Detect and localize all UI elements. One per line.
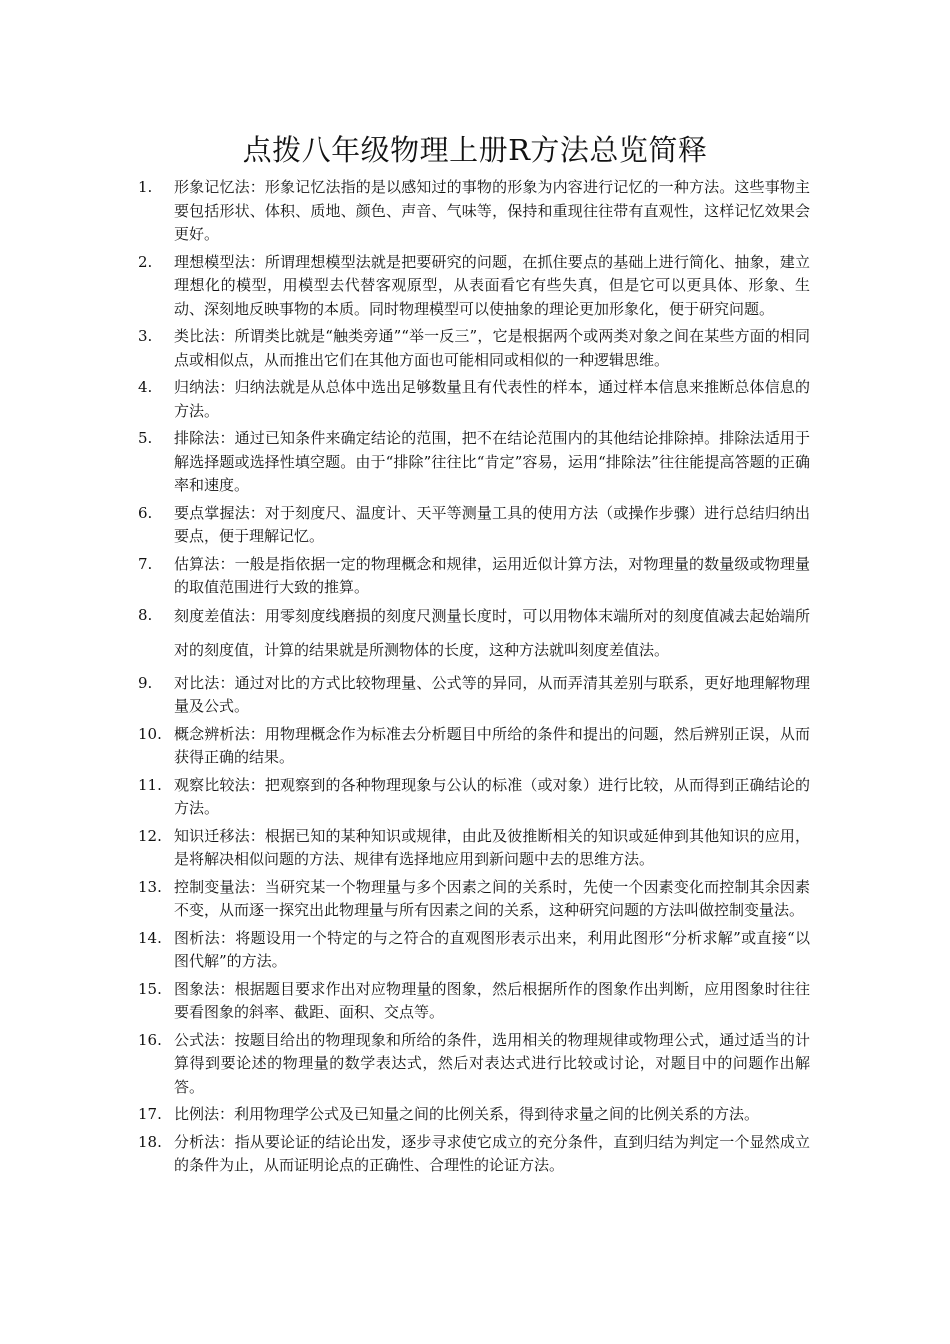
item-number: 14. <box>138 928 162 947</box>
item-text: 理想模型法：所谓理想模型法就是把要研究的问题，在抓住要点的基础上进行简化、抽象，建立理想化的模型，用模型去代替客观原型，从表面看它有些失真，但是它可以更具体、形象、生动、深刻地反映事物的本质。同时物理模型可以使抽象的理论更加形象化，便于研究问题。 <box>174 252 810 318</box>
item-number: 9. <box>138 673 153 692</box>
item-number: 10. <box>138 724 162 743</box>
list-item <box>138 502 810 549</box>
item-text: 控制变量法：当研究某一个物理量与多个因素之间的关系时，先使一个因素变化而控制其余因素不变，从而逐一探究出此物理量与所有因素之间的关系，这种研究问题的方法叫做控制变量法。 <box>174 877 810 919</box>
item-text: 形象记忆法：形象记忆法指的是以感知过的事物的形象为内容进行记忆的一种方法。这些事物主要包括形状、体积、质地、颜色、声音、气味等，保持和重现往往带有直观性，这样记忆效果会更好。 <box>174 178 810 243</box>
list-item <box>138 723 810 770</box>
item-number: 6. <box>138 503 153 522</box>
item-text: 类比法：所谓类比就是“触类旁通”“举一反三”，它是根据两个或两类对象之间在某些方面的相同点或相似点，从而推出它们在其他方面也可能相同或相似的一种逻辑思维。 <box>174 327 810 369</box>
item-text: 要点掌握法：对于刻度尺、温度计、天平等测量工具的使用方法（或操作步骤）进行总结归纳出要点，便于理解记忆。 <box>174 503 810 545</box>
list-item <box>138 251 810 322</box>
item-number: 4. <box>138 378 153 396</box>
item-number: 3. <box>138 327 153 345</box>
item-number: 18. <box>138 1132 162 1151</box>
item-number: 17. <box>138 1105 162 1123</box>
item-number: 8. <box>138 605 153 624</box>
item-text: 估算法：一般是指依据一定的物理概念和规律，运用近似计算方法，对物理量的数量级或物理量的取值范围进行大致的推算。 <box>174 554 810 596</box>
item-text: 排除法：通过已知条件来确定结论的范围，把不在结论范围内的其他结论排除掉。排除法适用于解选择题或选择性填空题。由于“排除”往往比“肯定”容易，运用“排除法”往往能提高答题的正确率和速度。 <box>174 429 810 494</box>
item-number: 1. <box>138 178 153 196</box>
list-item <box>138 427 810 498</box>
page-title: 点拨八年级物理上册R方法总览简释 <box>242 133 708 167</box>
item-text: 图象法：根据题目要求作出对应物理量的图象，然后根据所作的图象作出判断，应用图象时往往要看图象的斜率、截距、面积、交点等。 <box>174 979 810 1021</box>
item-text: 归纳法：归纳法就是从总体中选出足够数量且有代表性的样本，通过样本信息来推断总体信息的方法。 <box>174 378 810 420</box>
item-text: 知识迁移法：根据已知的某种知识或规律，由此及彼推断相关的知识或延伸到其他知识的应用，是将解决相似问题的方法、规律有选择地应用到新问题中去的思维方法。 <box>174 826 810 868</box>
item-text: 对比法：通过对比的方式比较物理量、公式等的异同，从而弄清其差别与联系，更好地理解物理量及公式。 <box>174 673 810 715</box>
item-text: 比例法：利用物理学公式及已知量之间的比例关系，得到待求量之间的比例关系的方法。 <box>174 1105 760 1123</box>
list-item <box>138 978 810 1025</box>
list-item <box>138 774 810 821</box>
list-item <box>138 599 810 667</box>
item-number: 16. <box>138 1030 162 1049</box>
list-item <box>138 1103 810 1127</box>
item-text: 图析法：将题设用一个特定的与之符合的直观图形表示出来，利用此图形“分析求解”或直接“以图代解”的方法。 <box>174 928 810 970</box>
list-item <box>138 325 810 372</box>
item-number: 12. <box>138 826 162 845</box>
list-item <box>138 176 810 247</box>
list-item <box>138 553 810 600</box>
list-item <box>138 1029 810 1100</box>
method-list <box>138 176 810 1182</box>
list-item <box>138 1131 810 1178</box>
item-number: 15. <box>138 979 162 998</box>
item-text: 观察比较法：把观察到的各种物理现象与公认的标准（或对象）进行比较，从而得到正确结论的方法。 <box>174 775 810 817</box>
item-number: 13. <box>138 877 162 896</box>
item-text: 公式法：按题目给出的物理现象和所给的条件，选用相关的物理规律或物理公式，通过适当的计算得到要论述的物理量的数学表达式，然后对表达式进行比较或讨论，对题目中的问题作出解答。 <box>174 1030 810 1096</box>
item-number: 11. <box>138 775 162 794</box>
list-item <box>138 672 810 719</box>
list-item <box>138 876 810 923</box>
item-number: 2. <box>138 252 153 271</box>
item-text: 分析法：指从要论证的结论出发，逐步寻求使它成立的充分条件，直到归结为判定一个显然成立的条件为止，从而证明论点的正确性、合理性的论证方法。 <box>174 1132 810 1174</box>
list-item <box>138 376 810 423</box>
list-item <box>138 825 810 872</box>
item-text: 刻度差值法：用零刻度线磨损的刻度尺测量长度时，可以用物体末端所对的刻度值减去起始端所对的刻度值，计算的结果就是所测物体的长度，这种方法就叫刻度差值法。 <box>174 606 810 659</box>
list-item <box>138 927 810 974</box>
item-number: 7. <box>138 554 153 573</box>
item-text: 概念辨析法：用物理概念作为标准去分析题目中所给的条件和提出的问题，然后辨别正误，从而获得正确的结果。 <box>174 724 810 766</box>
item-number: 5. <box>138 429 153 447</box>
